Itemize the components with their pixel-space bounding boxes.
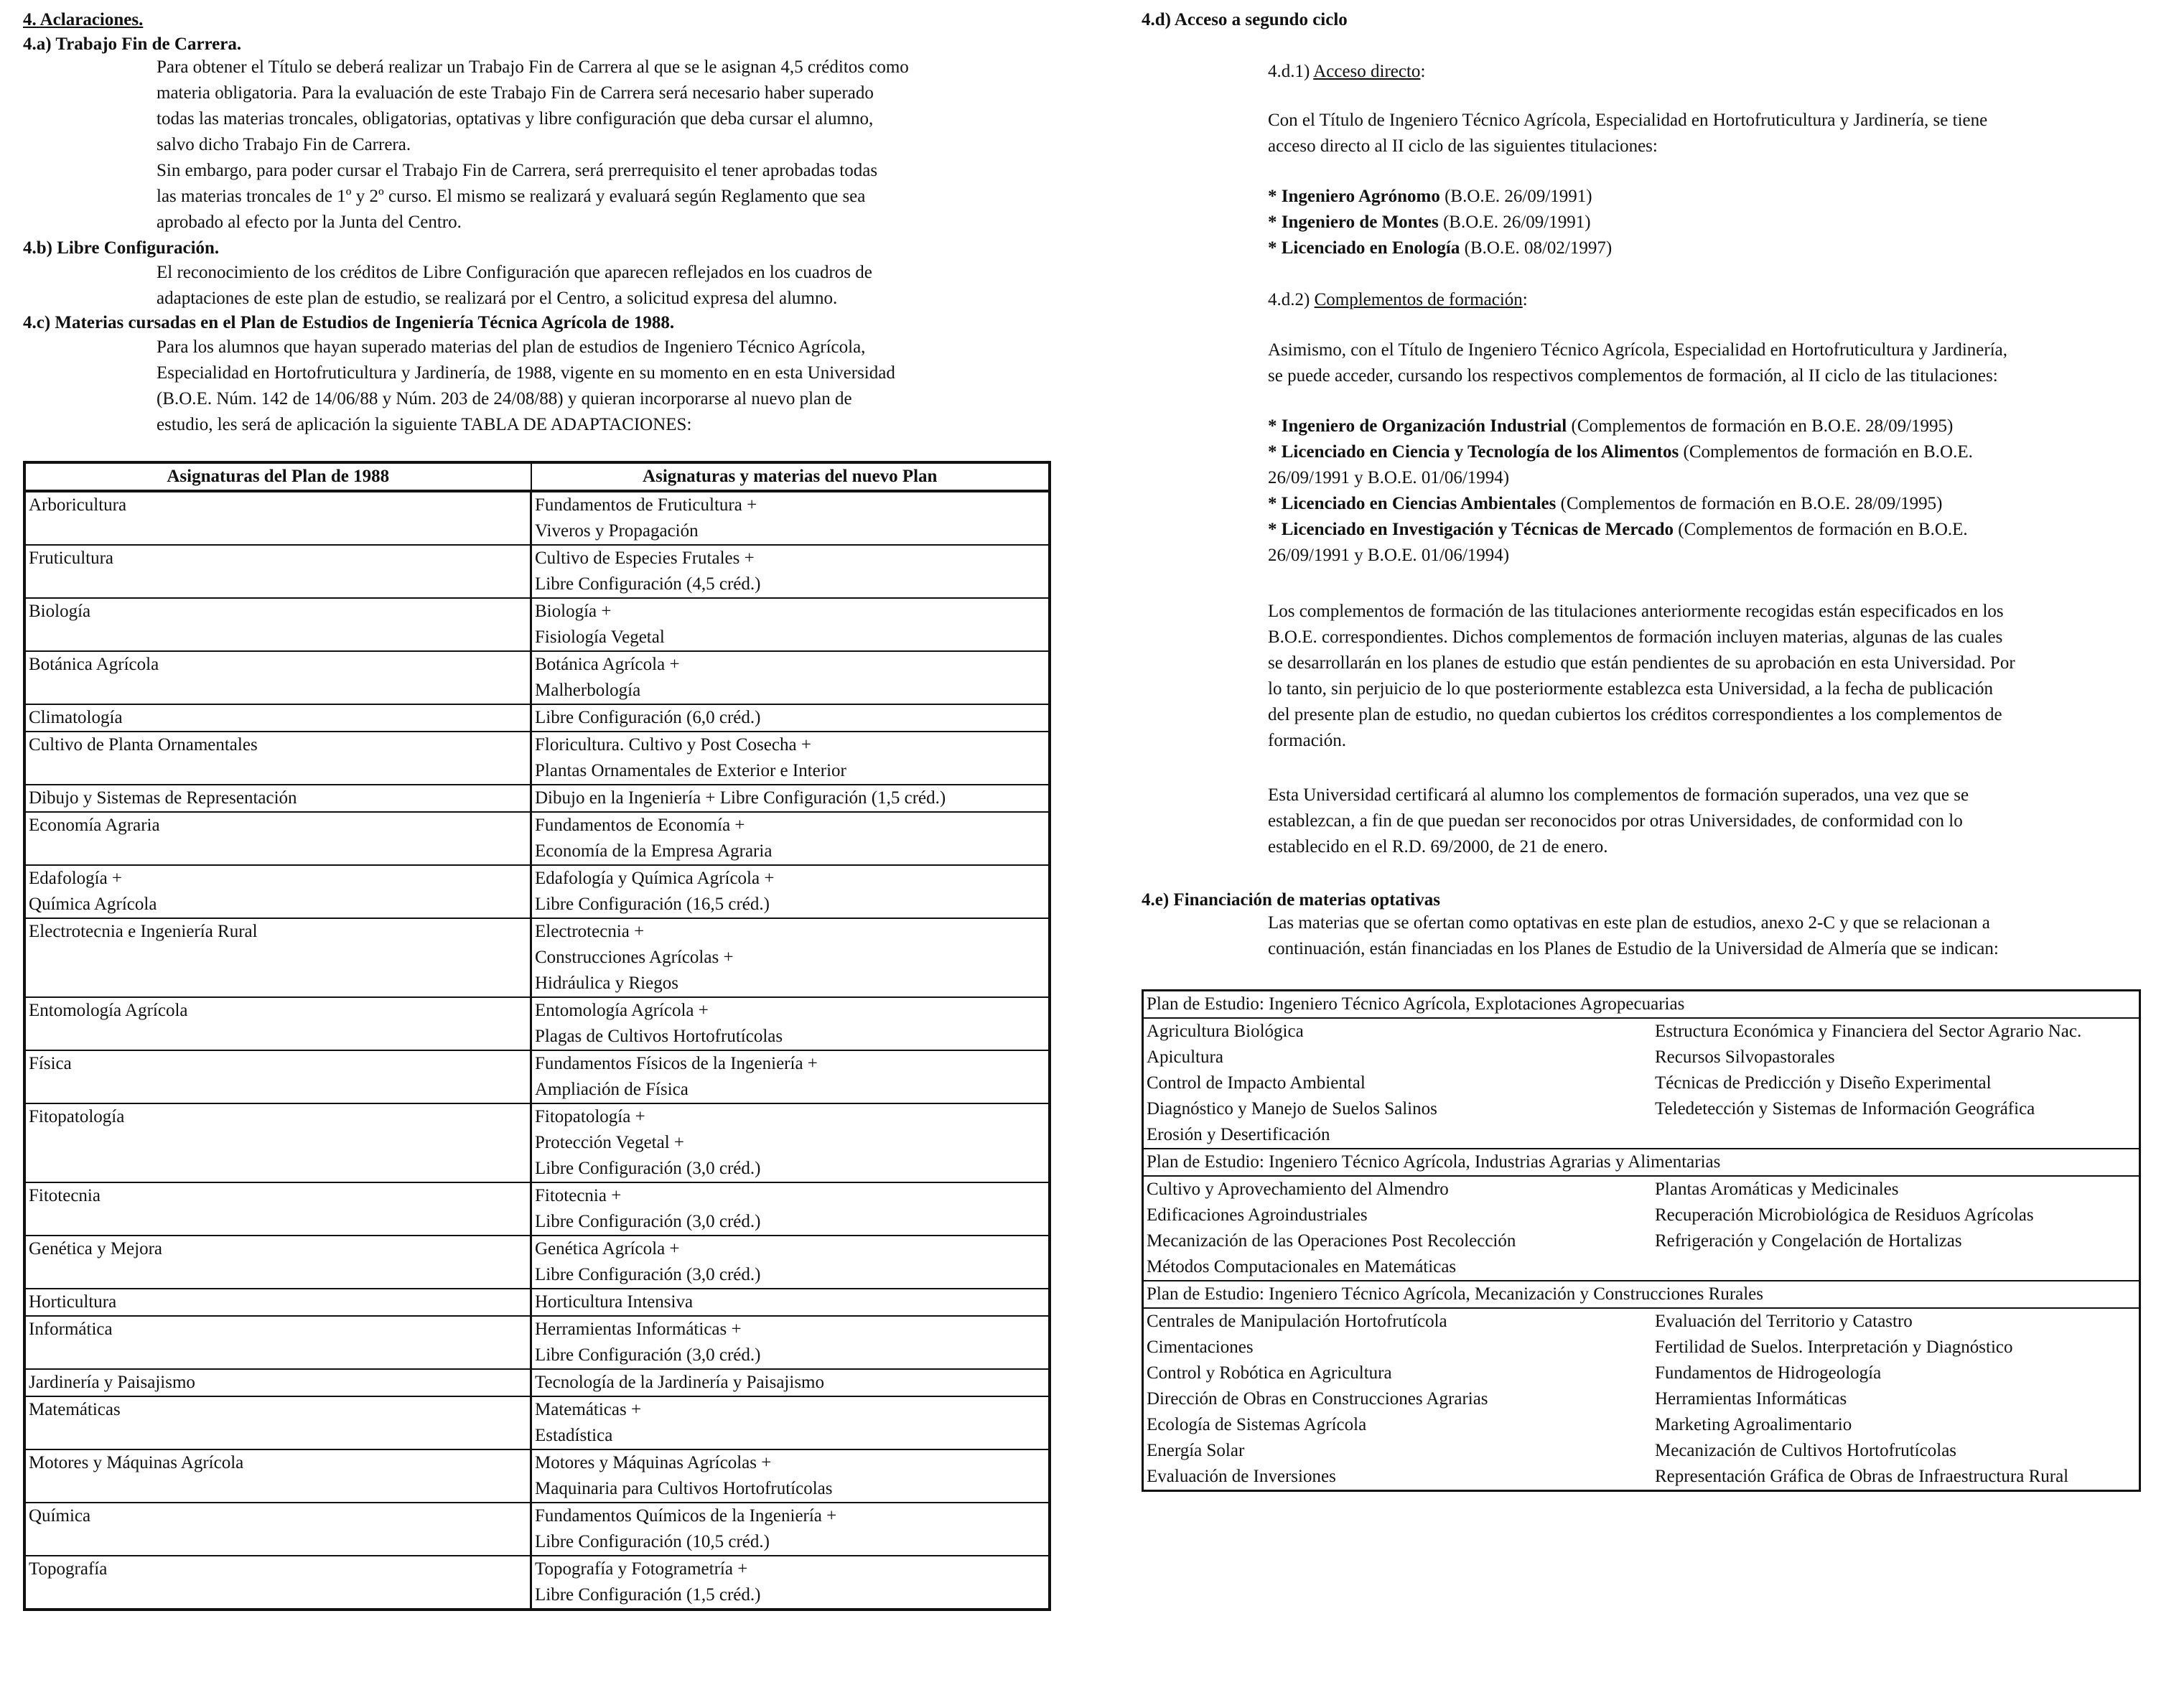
new-subject-cell [531,1182,1050,1236]
old-subject-cell [24,545,531,598]
new-subject-cell [531,1503,1050,1556]
list-item [1268,543,2158,569]
plan-title: Plan de Estudio: Ingeniero Técnico Agrícola, Industrias Agrarias y Alimentarias [1143,1149,2140,1176]
table-row [1143,1176,2140,1203]
list-item [1268,491,2158,517]
new-subject-cell [531,491,1050,545]
degree-ref: (B.O.E. 26/09/1991) [1439,187,1592,206]
table-row [1143,1335,2140,1360]
new-subject: Tecnología de la Jardinería y Paisajismo [535,1373,824,1392]
optional-subject: Dirección de Obras en Construcciones Agrarias [1147,1389,1488,1409]
optional-subject: Fertilidad de Suelos. Interpretación y Diagnóstico [1655,1337,2013,1357]
degree-name: * Ingeniero de Organización Industrial [1268,416,1567,436]
optional-subject: Edificaciones Agroindustriales [1147,1205,1368,1225]
old-subject: Genética y Mejora [29,1239,163,1259]
heading-4d: 4.d) Acceso a segundo ciclo [1142,10,1348,29]
text-line: Las materias que se ofertan como optativas en este plan de estudios, anexo 2-C y que se relacionan a [1268,913,1990,933]
paragraph-4d2-certification [1268,783,2158,860]
text-line: aprobado al efecto por la Junta del Centro. [157,213,462,232]
new-subject: Horticultura Intensiva [535,1292,694,1312]
degree-name: * Ingeniero de Montes [1268,213,1439,232]
text-line: se puede acceder, cursando los respectivos complementos de formación, al II ciclo de las titulaciones: [1268,366,1998,386]
text-line: estudio, les será de aplicación la siguiente TABLA DE ADAPTACIONES: [157,415,692,434]
optional-subject [1652,1254,2140,1281]
table-row [1143,1308,2140,1335]
table-row [1143,1045,2140,1070]
new-subject: Libre Configuración (3,0 créd.) [535,1212,761,1231]
degree-ref: (Complementos de formación en B.O.E. [1674,520,1968,539]
text-line: El reconocimiento de los créditos de Libre Configuración que aparecen reflejados en los cuadros de [157,263,872,282]
text-line: B.O.E. correspondientes. Dichos complementos de formación incluyen materias, algunas de las cuales [1268,627,2003,647]
old-subject-cell [24,1182,531,1236]
table-row [1143,1386,2140,1412]
optional-subject: Cultivo y Aprovechamiento del Almendro [1147,1180,1449,1199]
table-row [24,1396,1050,1449]
optional-subject: Control de Impacto Ambiental [1147,1073,1366,1093]
optional-subject [1652,1122,2140,1149]
paragraph-4c [23,335,1090,438]
old-subject: Fitotecnia [29,1186,101,1205]
table-row [1143,1018,2140,1045]
new-subject: Fisiología Vegetal [535,627,665,647]
old-subject-cell [24,785,531,812]
table-row [24,918,1050,997]
new-subject: Estadística [535,1426,613,1445]
new-subject-cell [531,704,1050,732]
table-row [24,545,1050,598]
plan-title: Plan de Estudio: Ingeniero Técnico Agrícola, Explotaciones Agropecuarias [1143,991,2140,1019]
degree-name: * Licenciado en Ciencias Ambientales [1268,494,1557,513]
adaptation-table-body [24,491,1050,1610]
optional-subject: Marketing Agroalimentario [1655,1415,1852,1434]
new-subject: Maquinaria para Cultivos Hortofrutícolas [535,1479,833,1498]
old-subject: Jardinería y Paisajismo [29,1373,195,1392]
degree-ref: (Complementos de formación en B.O.E. 28/09/1995) [1567,416,1954,436]
optional-subject: Técnicas de Predicción y Diseño Experimental [1655,1073,1992,1093]
section-title: 4. Aclaraciones. [23,10,144,29]
new-subject-cell [531,1289,1050,1316]
new-subject: Economía de la Empresa Agraria [535,841,773,861]
old-subject: Topografía [29,1559,108,1579]
text-line: (B.O.E. Núm. 142 de 14/06/88 y Núm. 203 de 24/08/88) y quieran incorporarse al nuevo plan de [157,389,852,408]
new-subject: Fitopatología + [535,1107,645,1126]
table-row [1143,1360,2140,1386]
new-subject-cell [531,1050,1050,1103]
new-subject-cell [531,545,1050,598]
old-subject-cell [24,1369,531,1396]
list-item [1268,439,2158,465]
optional-subject: Agricultura Biológica [1147,1022,1304,1041]
list-item [1268,210,2158,235]
table-row [1143,1438,2140,1464]
degree-ref: 26/09/1991 y B.O.E. 01/06/1994) [1268,546,1510,565]
text-line: Los complementos de formación de las titulaciones anteriormente recogidas están especificados en los [1268,602,2004,621]
degree-name: * Licenciado en Investigación y Técnicas de Mercado [1268,520,1674,539]
old-subject-cell [24,651,531,704]
table-row [24,704,1050,732]
degree-name: * Ingeniero Agrónomo [1268,187,1440,206]
plan-header-row [1143,991,2140,1019]
new-subject-cell [531,812,1050,865]
text-line: Con el Título de Ingeniero Técnico Agrícola, Especialidad en Hortofruticultura y Jardinería, se tiene [1268,111,1988,130]
heading-4a: 4.a) Trabajo Fin de Carrera. [23,34,242,54]
degree-name: * Licenciado en Enología [1268,238,1460,258]
optional-subject: Estructura Económica y Financiera del Sector Agrario Nac. [1655,1022,2082,1041]
new-subject-cell [531,1556,1050,1610]
paragraph-4a [23,55,1090,235]
optional-subject: Recursos Silvopastorales [1655,1047,1835,1067]
optional-subject: Apicultura [1147,1047,1223,1067]
table-row [24,1050,1050,1103]
new-subject-cell [531,1449,1050,1503]
text-line: formación. [1268,731,1346,750]
table-row [1143,1122,2140,1149]
old-subject-cell [24,1050,531,1103]
old-subject: Matemáticas [29,1400,121,1419]
old-subject-cell [24,1449,531,1503]
new-subject: Floricultura. Cultivo y Post Cosecha + [535,735,811,755]
new-subject: Libre Configuración (16,5 créd.) [535,895,770,914]
optional-subject: Mecanización de Cultivos Hortofrutícolas [1655,1441,1957,1460]
new-subject: Libre Configuración (1,5 créd.) [535,1585,761,1605]
heading-4d2-title: Complementos de formación [1314,290,1523,309]
table-row [24,1103,1050,1182]
new-subject: Biología + [535,602,612,621]
table-row [1143,1203,2140,1228]
old-subject: Botánica Agrícola [29,655,159,674]
text-line: materia obligatoria. Para la evaluación de este Trabajo Fin de Carrera será necesario haber superado [157,83,874,103]
table-row [24,491,1050,545]
optional-subject: Evaluación de Inversiones [1147,1467,1336,1486]
old-subject: Química [29,1506,91,1526]
text-line: Asimismo, con el Título de Ingeniero Técnico Agrícola, Especialidad en Hortofruticultura y Jardinería, [1268,340,2008,360]
text-line: Sin embargo, para poder cursar el Trabajo Fin de Carrera, será prerrequisito el tener aprobadas todas [157,161,878,180]
header-old-plan: Asignaturas del Plan de 1988 [24,462,531,491]
optional-subject: Métodos Computacionales en Matemáticas [1147,1257,1457,1276]
old-subject: Arboricultura [29,495,127,515]
degree-ref: (B.O.E. 26/09/1991) [1438,213,1591,232]
plan-title: Plan de Estudio: Ingeniero Técnico Agrícola, Mecanización y Construcciones Rurales [1143,1281,2140,1308]
table-row [1143,1228,2140,1254]
list-item [1268,184,2158,210]
table-row [24,1449,1050,1503]
old-subject-cell [24,812,531,865]
new-subject: Fundamentos de Fruticultura + [535,495,757,515]
text-line: del presente plan de estudio, no quedan cubiertos los créditos correspondientes a los complementos de [1268,705,2002,724]
table-row [24,1369,1050,1396]
optional-subject: Herramientas Informáticas [1655,1389,1847,1409]
new-subject: Libre Configuración (3,0 créd.) [535,1265,761,1284]
new-subject: Entomología Agrícola + [535,1001,709,1020]
heading-4b: 4.b) Libre Configuración. [23,238,220,258]
old-subject-cell [24,491,531,545]
text-line: acceso directo al II ciclo de las siguientes titulaciones: [1268,136,1658,156]
new-subject: Botánica Agrícola + [535,655,680,674]
plan-header-row [1143,1281,2140,1308]
optional-subject: Refrigeración y Congelación de Hortalizas [1655,1231,1962,1251]
new-subject: Construcciones Agrícolas + [535,948,734,967]
paragraph-4e [1268,910,2158,962]
old-subject: Informática [29,1320,113,1339]
new-subject: Libre Configuración (4,5 créd.) [535,574,761,594]
heading-4e: 4.e) Financiación de materias optativas [1142,890,1440,910]
new-subject: Hidráulica y Riegos [535,973,678,993]
text-line: las materias troncales de 1º y 2º curso. El mismo se realizará y evaluará según Reglamento que sea [157,187,866,206]
table-row [24,1556,1050,1610]
table-row [24,1316,1050,1369]
paragraph-4d2-notes [1268,599,2158,754]
optional-subject: Control y Robótica en Agricultura [1147,1363,1392,1383]
list-item [1268,235,2158,261]
new-subject-cell [531,732,1050,785]
heading-4d1-colon: : [1420,62,1426,81]
text-line: establezcan, a fin de que puedan ser reconocidos por otras Universidades, de conformidad con lo [1268,811,1963,831]
table-row [24,865,1050,918]
optativas-table [1142,989,2141,1492]
new-subject: Fundamentos Químicos de la Ingeniería + [535,1506,837,1526]
degree-ref: 26/09/1991 y B.O.E. 01/06/1994) [1268,468,1510,487]
old-subject: Cultivo de Planta Ornamentales [29,735,258,755]
new-subject-cell [531,1396,1050,1449]
new-subject: Dibujo en la Ingeniería + Libre Configuración (1,5 créd.) [535,788,946,808]
new-subject: Herramientas Informáticas + [535,1320,742,1339]
new-subject: Viveros y Propagación [535,521,699,541]
old-subject: Fruticultura [29,548,114,568]
old-subject-cell [24,1556,531,1610]
old-subject-cell [24,1396,531,1449]
new-subject: Plagas de Cultivos Hortofrutícolas [535,1027,783,1046]
list-item [1268,465,2158,491]
new-subject-cell [531,1316,1050,1369]
optional-subject: Erosión y Desertificación [1147,1125,1330,1144]
old-subject: Climatología [29,708,123,727]
complements-list [1268,414,2158,569]
optional-subject: Plantas Aromáticas y Medicinales [1655,1180,1899,1199]
list-item [1268,517,2158,543]
old-subject: Fitopatología [29,1107,125,1126]
new-subject-cell [531,1236,1050,1289]
heading-4d1-number: 4.d.1) [1268,62,1314,81]
table-row [24,1289,1050,1316]
old-subject-cell [24,1236,531,1289]
table-row [1143,1412,2140,1438]
table-row [24,651,1050,704]
new-subject: Topografía y Fotogrametría + [535,1559,748,1579]
new-subject: Libre Configuración (10,5 créd.) [535,1532,770,1551]
old-subject: Física [29,1054,72,1073]
old-subject: Entomología Agrícola [29,1001,188,1020]
adaptation-table [23,461,1051,1611]
table-row [24,997,1050,1050]
old-subject-cell [24,1316,531,1369]
new-subject: Genética Agrícola + [535,1239,680,1259]
text-line: se desarrollarán en los planes de estudio que están pendientes de su aprobación en esta Universidad. Por [1268,653,2015,673]
new-subject-cell [531,651,1050,704]
new-subject: Ampliación de Física [535,1080,689,1099]
optional-subject: Representación Gráfica de Obras de Infraestructura Rural [1655,1467,2069,1486]
degree-name: * Licenciado en Ciencia y Tecnología de los Alimentos [1268,442,1679,462]
optional-subject: Energía Solar [1147,1441,1245,1460]
new-subject: Edafología y Química Agrícola + [535,869,775,888]
heading-4c: 4.c) Materias cursadas en el Plan de Estudios de Ingeniería Técnica Agrícola de 1988. [23,313,675,332]
old-subject: Química Agrícola [29,895,157,914]
table-row [24,1503,1050,1556]
table-row [24,732,1050,785]
optional-subject: Recuperación Microbiológica de Residuos Agrícolas [1655,1205,2034,1225]
optional-subject: Diagnóstico y Manejo de Suelos Salinos [1147,1099,1437,1119]
old-subject-cell [24,704,531,732]
optional-subject: Fundamentos de Hidrogeología [1655,1363,1882,1383]
new-subject: Libre Configuración (6,0 créd.) [535,708,761,727]
heading-4d2-number: 4.d.2) [1268,290,1315,309]
text-line: establecido en el R.D. 69/2000, de 21 de enero. [1268,837,1608,856]
text-line: continuación, están financiadas en los Planes de Estudio de la Universidad de Almería que se indican: [1268,939,1999,958]
table-row [24,598,1050,651]
direct-access-list [1268,184,2158,261]
table-row [24,785,1050,812]
old-subject: Biología [29,602,91,621]
list-item [1268,414,2158,439]
new-subject: Electrotecnia + [535,922,645,941]
paragraph-4d1 [1268,108,2158,159]
old-subject: Motores y Máquinas Agrícola [29,1453,244,1472]
old-subject-cell [24,1289,531,1316]
text-line: adaptaciones de este plan de estudio, se realizará por el Centro, a solicitud expresa del alumno. [157,289,838,308]
table-row [24,1182,1050,1236]
table-row [1143,1096,2140,1122]
paragraph-4b [23,260,1090,312]
heading-4d2 [1268,287,1528,313]
text-line: Esta Universidad certificará al alumno los complementos de formación superados, una vez que se [1268,785,1969,805]
text-line: Para los alumnos que hayan superado materias del plan de estudios de Ingeniero Técnico Agrícola, [157,337,866,357]
new-subject: Protección Vegetal + [535,1133,685,1152]
table-row [24,812,1050,865]
new-subject: Libre Configuración (3,0 créd.) [535,1159,761,1178]
optional-subject: Teledetección y Sistemas de Información Geográfica [1655,1099,2035,1119]
optional-subject: Cimentaciones [1147,1337,1254,1357]
table-header-row [24,462,1050,491]
new-subject: Fitotecnia + [535,1186,622,1205]
plan-header-row [1143,1149,2140,1176]
old-subject: Edafología + [29,869,123,888]
text-line: Especialidad en Hortofruticultura y Jardinería, de 1988, vigente en su momento en en esta Universidad [157,363,895,383]
text-line: Para obtener el Título se deberá realizar un Trabajo Fin de Carrera al que se le asignan 4,5 créditos como [157,57,909,77]
text-line: todas las materias troncales, obligatorias, optativas y libre configuración que deba cursar el alumno, [157,109,874,129]
heading-4d2-colon: : [1522,290,1528,309]
new-subject: Malherbología [535,681,641,700]
table-row [1143,1464,2140,1491]
new-subject-cell [531,918,1050,997]
heading-4d1-title: Acceso directo [1313,62,1421,81]
degree-ref: (Complementos de formación en B.O.E. [1679,442,1973,462]
old-subject-cell [24,598,531,651]
new-subject: Libre Configuración (3,0 créd.) [535,1345,761,1365]
old-subject-cell [24,997,531,1050]
text-line: salvo dicho Trabajo Fin de Carrera. [157,135,411,154]
new-subject: Fundamentos Físicos de la Ingeniería + [535,1054,818,1073]
new-subject-cell [531,997,1050,1050]
new-subject: Cultivo de Especies Frutales + [535,548,755,568]
old-subject-cell [24,1503,531,1556]
degree-ref: (B.O.E. 08/02/1997) [1460,238,1613,258]
old-subject-cell [24,918,531,997]
new-subject-cell [531,865,1050,918]
heading-4d1 [1268,59,1425,85]
new-subject-cell [531,598,1050,651]
new-subject: Matemáticas + [535,1400,642,1419]
text-line: lo tanto, sin perjuicio de lo que posteriormente establezca esta Universidad, a la fecha de publicación [1268,679,1994,699]
optional-subject: Evaluación del Territorio y Catastro [1655,1312,1913,1331]
old-subject-cell [24,1103,531,1182]
new-subject: Fundamentos de Economía + [535,816,745,835]
old-subject-cell [24,732,531,785]
degree-ref: (Complementos de formación en B.O.E. 28/09/1995) [1556,494,1943,513]
table-row [1143,1254,2140,1281]
old-subject: Dibujo y Sistemas de Representación [29,788,297,808]
old-subject-cell [24,865,531,918]
old-subject: Horticultura [29,1292,117,1312]
new-subject-cell [531,785,1050,812]
new-subject-cell [531,1369,1050,1396]
header-new-plan: Asignaturas y materias del nuevo Plan [531,462,1050,491]
paragraph-4d2 [1268,337,2158,389]
optional-subject: Mecanización de las Operaciones Post Recolección [1147,1231,1516,1251]
table-row [24,1236,1050,1289]
new-subject: Plantas Ornamentales de Exterior e Interior [535,761,846,780]
new-subject-cell [531,1103,1050,1182]
table-row [1143,1070,2140,1096]
optional-subject: Centrales de Manipulación Hortofrutícola [1147,1312,1447,1331]
old-subject: Economía Agraria [29,816,160,835]
old-subject: Electrotecnia e Ingeniería Rural [29,922,258,941]
optativas-table-body [1143,991,2140,1491]
optional-subject: Ecología de Sistemas Agrícola [1147,1415,1367,1434]
new-subject: Motores y Máquinas Agrícolas + [535,1453,772,1472]
